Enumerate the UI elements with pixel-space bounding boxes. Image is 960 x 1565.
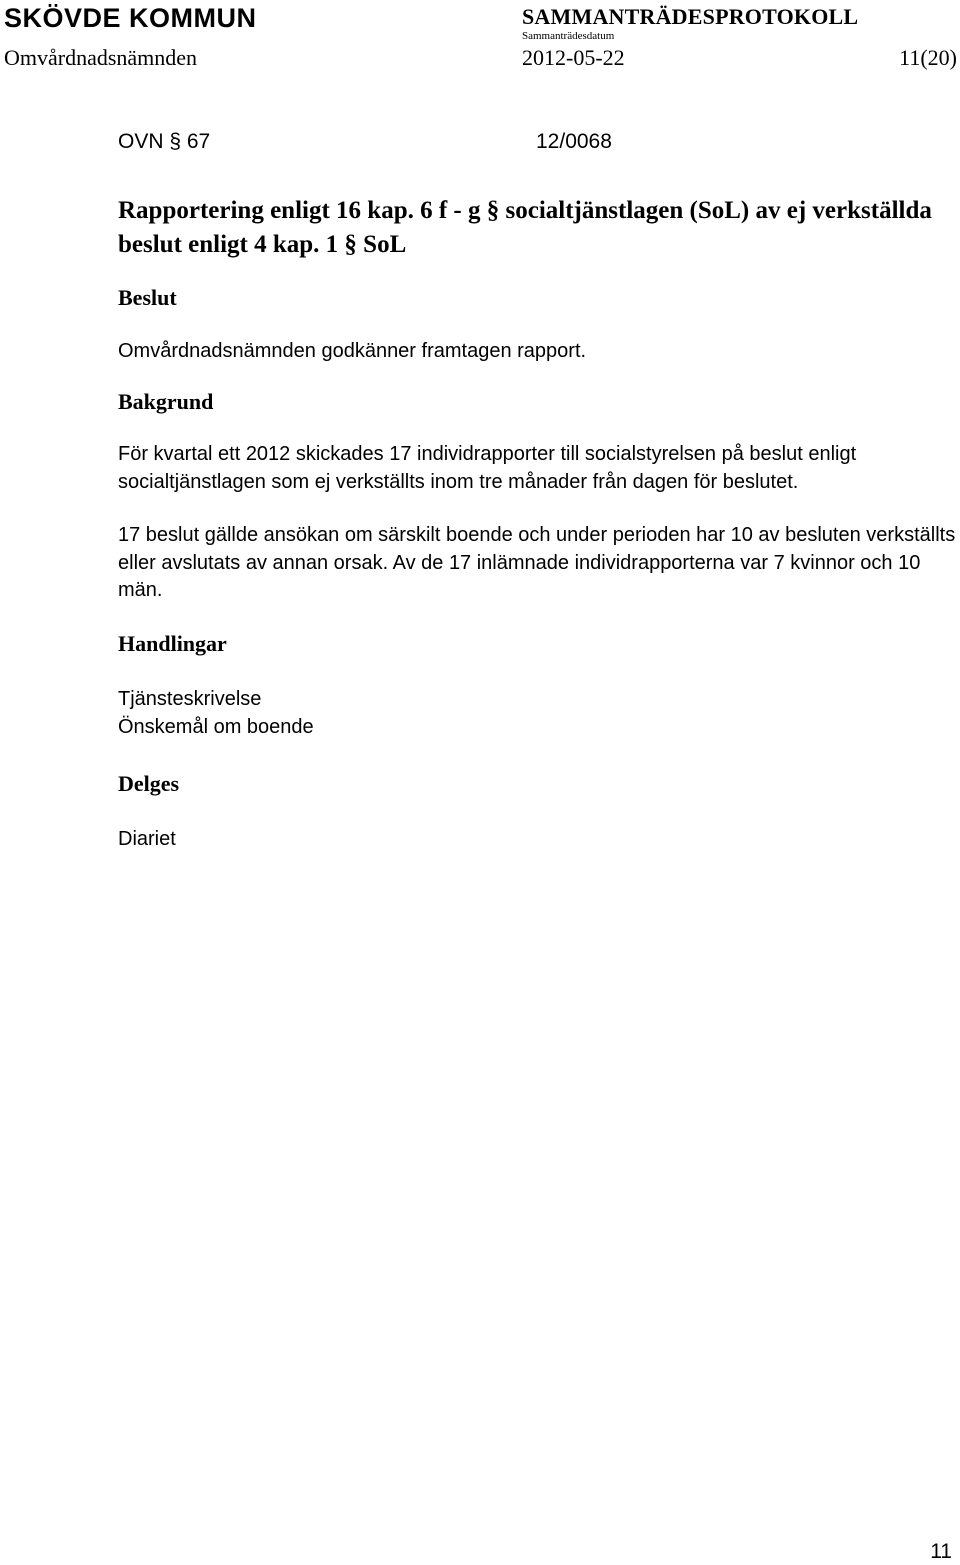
page-number: 11 — [930, 1540, 952, 1563]
paragraph-number: OVN § 67 — [118, 130, 211, 153]
meeting-date-label: Sammanträdesdatum — [522, 30, 615, 42]
bakgrund-paragraph-1: För kvartal ett 2012 skickades 17 individrapporter till socialstyrelsen på beslut enligt socialtjänstlagen som ej verkställts inom tre månader från dagen för beslutet. — [118, 443, 857, 493]
delges-item: Diariet — [118, 828, 176, 850]
bakgrund-paragraph-2: 17 beslut gällde ansökan om särskilt boende och under perioden har 10 av besluten verkställts eller avslutats av annan orsak. Av de 17 inlämnade individrapporterna var 7 kvinnor och 10 män. — [118, 524, 956, 601]
handling-item: Önskemål om boende — [118, 716, 314, 738]
beslut-heading: Beslut — [118, 285, 177, 310]
beslut-text: Omvårdnadsnämnden godkänner framtagen rapport. — [118, 340, 587, 362]
document-title: SAMMANTRÄDESPROTOKOLL — [522, 4, 859, 29]
delges-heading: Delges — [118, 771, 180, 796]
bakgrund-heading: Bakgrund — [118, 389, 214, 414]
municipality-logo: SKÖVDE KOMMUN — [4, 3, 257, 33]
item-heading: Rapportering enligt 16 kap. 6 f - g § socialtjänstlagen (SoL) av ej verkställda beslut enligt 4 kap. 1 § SoL — [118, 197, 932, 258]
case-reference: 12/0068 — [536, 130, 612, 153]
handling-item: Tjänsteskrivelse — [118, 688, 262, 710]
committee-name: Omvårdnadsnämnden — [4, 45, 198, 70]
handlingar-heading: Handlingar — [118, 631, 227, 656]
page-count: 11(20) — [899, 45, 957, 70]
meeting-date: 2012-05-22 — [522, 45, 625, 70]
